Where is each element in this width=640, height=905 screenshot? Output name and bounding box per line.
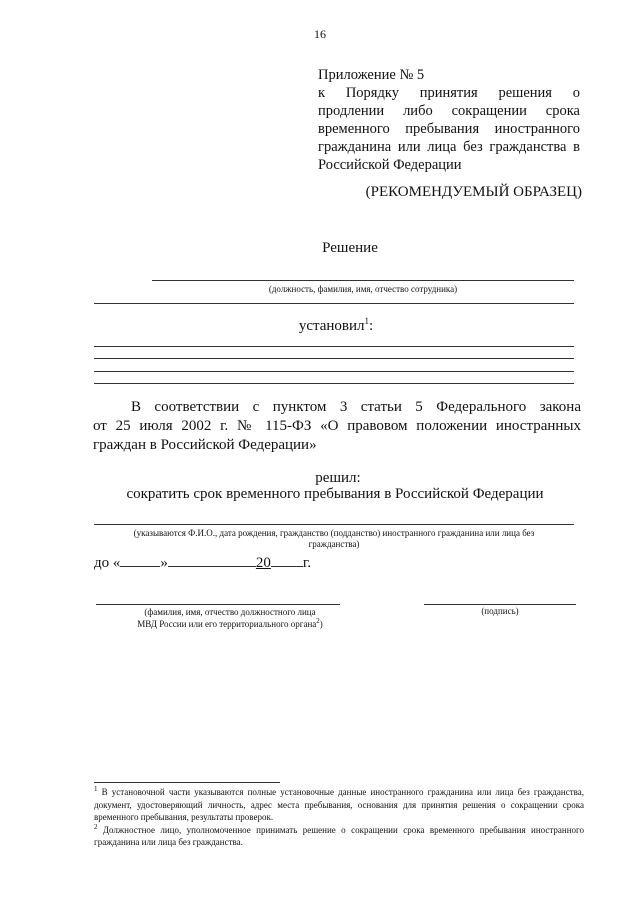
until-close-quote: » [160,555,168,571]
foreigner-caption [94,528,574,550]
signatory-caption-line: (фамилия, имя, отчество должностного лица [144,607,316,617]
signatory-caption-line-2: МВД России или его территориального органа$^2$) [137,617,323,629]
until-date [94,552,311,572]
ustanovil-text: установил [298,318,365,334]
appendix-header [318,66,580,174]
decision-text: сократить срок временного пребывания в Российской Федерации [126,486,544,502]
appendix-line: Приложение № 5 [318,67,425,83]
ustanovil-colon: : [369,318,374,334]
year-blank [271,552,303,567]
ustanovil-heading [0,318,640,335]
footnotes [94,786,584,849]
month-blank [168,552,256,567]
findings-line [94,358,574,359]
signature-caption: (подпись) [481,606,519,616]
foreigner-caption-line: (указываются Ф.И.О., дата рождения, гражданство (подданство) иностранного гражданина или лица без [133,528,535,538]
page-number: 16 [314,27,326,41]
footnote-ref-2: 2 [316,617,320,625]
sample-label: (РЕКОМЕНДУЕМЫЙ ОБРАЗЕЦ) [365,184,582,200]
footnote-2: $^2$ Должностное лицо, уполномоченное принимать решение о сокращении срока временного пребывания иностранного гражданина или лица без гражданства. [94,822,584,847]
until-do: до « [94,555,121,571]
until-g: г. [302,555,312,571]
document-title: Решение [322,240,378,256]
findings-line [94,371,574,372]
until-year-prefix: 20 [255,555,271,571]
foreigner-line [94,524,574,525]
legal-basis-paragraph [93,398,581,455]
officer-line [152,280,574,281]
appendix-line: гражданина или лица без гражданства в [318,139,580,155]
legal-basis-line: от 25 июля 2002 г. № 115-ФЗ «О правовом положении иностранных [93,418,581,434]
appendix-line: к Порядку принятия решения о [318,85,580,101]
footnote-1: $^1$ В установочной части указываются полные установочные данные иностранного гражданина или лица без гражданства, документ, удостоверяющий личность, адрес места пребывания, основания для принятия решения о сокращении срока временного пребывания, результаты проверок. [94,785,584,822]
appendix-line: Российской Федерации [318,157,462,173]
appendix-line: временного пребывания иностранного [318,121,580,137]
day-blank [120,552,160,567]
reshil-heading: решил: [315,470,361,486]
signatory-line [96,604,340,605]
findings-line [94,383,574,384]
appendix-line: продлении либо сокращении срока [318,103,580,119]
officer-line-2 [94,303,574,304]
findings-line [94,346,574,347]
legal-basis-line: граждан в Российской Федерации» [93,437,317,453]
footnote-separator [94,782,280,783]
legal-basis-line: В соответствии с пунктом 3 статьи 5 Федерального закона [131,399,581,415]
signature-line [424,604,576,605]
signatory-caption [96,606,364,630]
officer-caption: (должность, фамилия, имя, отчество сотрудника) [268,284,458,294]
foreigner-caption-line: гражданства) [308,539,360,549]
footnote-ref-1: 1 [364,316,369,326]
